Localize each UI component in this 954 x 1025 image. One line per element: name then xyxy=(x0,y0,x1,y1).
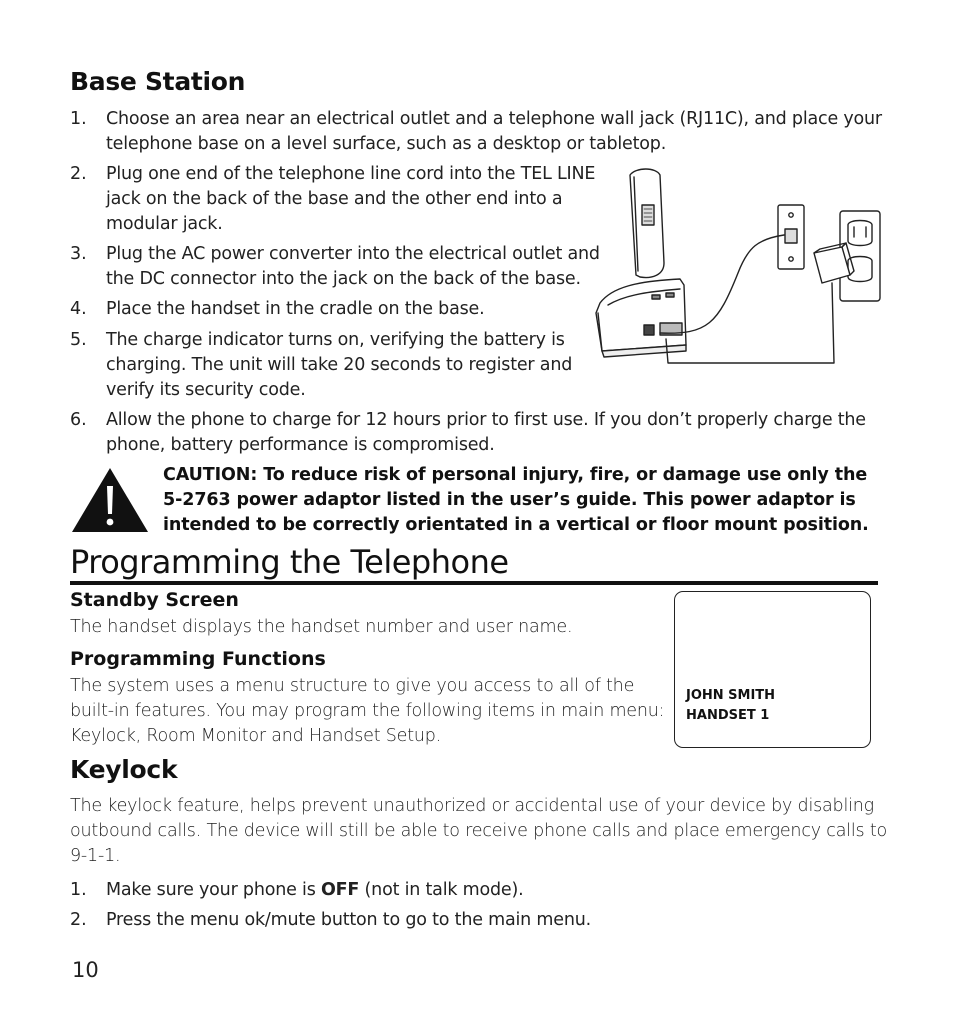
base-station-heading: Base Station xyxy=(70,67,246,96)
keylock-heading: Keylock xyxy=(70,755,178,784)
step-text xyxy=(106,878,523,903)
step-line: Allow the phone to charge for 12 hours prior to first use. If you don’t properly charge the xyxy=(106,410,866,430)
step-number: 5. xyxy=(70,330,87,350)
body-line: The keylock feature, helps prevent unauthorized or accidental use of your device by disabling xyxy=(70,796,874,816)
body-line: The system uses a menu structure to give you access to all of the xyxy=(70,676,635,696)
step-line: the DC connector into the jack on the back of the base. xyxy=(106,269,581,289)
body-line: built-in features. You may program the following items in main menu: xyxy=(70,701,665,721)
step-text-part: Make sure your phone is xyxy=(106,880,321,900)
warning-icon xyxy=(70,466,150,534)
standby-screen-heading: Standby Screen xyxy=(70,589,239,611)
step-number: 1. xyxy=(70,109,87,129)
programming-heading: Programming the Telephone xyxy=(70,543,509,581)
step-line: verify its security code. xyxy=(106,380,306,400)
body-line: outbound calls. The device will still be able to receive phone calls and place emergency calls to xyxy=(70,821,887,841)
step-number: 2. xyxy=(70,164,87,184)
step-line: Choose an area near an electrical outlet and a telephone wall jack (RJ11C), and place your xyxy=(106,109,882,129)
step-text xyxy=(106,408,866,458)
caution-line: intended to be correctly orientated in a vertical or floor mount position. xyxy=(163,515,869,535)
page-number: 10 xyxy=(72,958,99,982)
phone-installation-illustration xyxy=(588,163,888,368)
keylock-text xyxy=(70,794,887,869)
step-line: telephone base on a level surface, such as a desktop or tabletop. xyxy=(106,134,667,154)
screen-user-name: JOHN SMITH xyxy=(686,688,776,703)
step-number: 1. xyxy=(70,880,87,900)
step-text-part: (not in talk mode). xyxy=(359,880,524,900)
step-number: 2. xyxy=(70,910,87,930)
step-line: Plug one end of the telephone line cord into the TEL LINE xyxy=(106,164,596,184)
step-text: Press the menu ok/mute button to go to the main menu. xyxy=(106,910,591,930)
step-text xyxy=(106,162,595,237)
step-line: The charge indicator turns on, verifying the battery is xyxy=(106,330,565,350)
standby-screen-text: The handset displays the handset number and user name. xyxy=(70,617,573,637)
step-line: charging. The unit will take 20 seconds to register and xyxy=(106,355,573,375)
screen-handset-number: HANDSET 1 xyxy=(686,708,770,723)
body-line: Keylock, Room Monitor and Handset Setup. xyxy=(70,726,442,746)
step-text xyxy=(106,242,600,292)
step-line: Place the handset in the cradle on the base. xyxy=(106,299,485,319)
programming-functions-heading: Programming Functions xyxy=(70,648,326,670)
section-rule xyxy=(70,581,878,585)
step-number: 3. xyxy=(70,244,87,264)
step-text xyxy=(106,297,484,322)
caution-line: CAUTION: To reduce risk of personal injury, fire, or damage use only the xyxy=(163,465,868,485)
caution-text xyxy=(163,463,869,538)
caution-line: 5-2763 power adaptor listed in the user’s guide. This power adaptor is xyxy=(163,490,856,510)
step-line: Plug the AC power converter into the electrical outlet and xyxy=(106,244,600,264)
step-number: 6. xyxy=(70,410,87,430)
step-line: phone, battery performance is compromised. xyxy=(106,435,495,455)
body-line: 9-1-1. xyxy=(70,846,121,866)
step-bold-term: OFF xyxy=(321,880,360,900)
step-line: jack on the back of the base and the other end into a xyxy=(106,189,563,209)
step-line: modular jack. xyxy=(106,214,223,234)
programming-functions-text xyxy=(70,674,664,749)
step-number: 4. xyxy=(70,299,87,319)
handset-screen xyxy=(674,591,871,748)
step-text xyxy=(106,328,572,403)
step-text xyxy=(106,107,882,157)
